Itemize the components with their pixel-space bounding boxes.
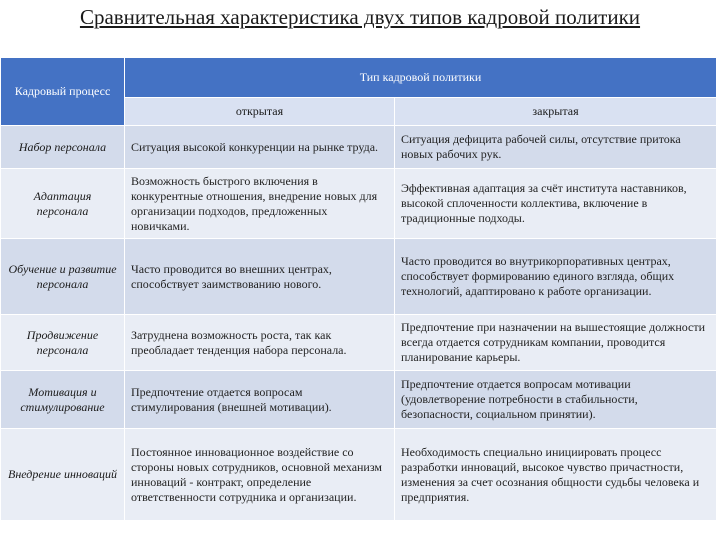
header-policy-type: Тип кадровой политики	[125, 58, 717, 98]
row-closed: Эффективная адаптация за счёт института наставников, высокой сплоченности коллектива, включение в традиционные подходы.	[395, 169, 717, 239]
header-process: Кадровый процесс	[1, 58, 125, 126]
table-row	[1, 429, 717, 521]
row-process: Внедрение инноваций	[1, 429, 125, 521]
row-closed: Необходимость специально инициировать процесс разработки инноваций, высокое чувство причастности, изменения за счет осознания общности судьбы человека и предприятия.	[395, 429, 717, 521]
page-title: Сравнительная характеристика двух типов кадровой политики	[79, 5, 641, 29]
row-closed: Часто проводится во внутрикорпоративных центрах, способствует формированию единого взгляда, общих технологий, адаптировано к работе организации.	[395, 239, 717, 315]
row-open: Ситуация высокой конкуренции на рынке труда.	[125, 126, 395, 169]
row-process: Обучение и развитие персонала	[1, 239, 125, 315]
row-open: Часто проводится во внешних центрах, способствует заимствованию нового.	[125, 239, 395, 315]
row-closed: Предпочтение при назначении на вышестоящие должности всегда отдается сотрудникам компании, проводится планирование карьеры.	[395, 315, 717, 371]
row-open: Постоянное инновационное воздействие со стороны новых сотрудников, основной механизм инноваций - контракт, определение ответственности сотрудника и организации.	[125, 429, 395, 521]
table-row	[1, 169, 717, 239]
row-open: Затруднена возможность роста, так как преобладает тенденция набора персонала.	[125, 315, 395, 371]
header-open: открытая	[125, 98, 395, 126]
row-process: Продвижение персонала	[1, 315, 125, 371]
table-row	[1, 239, 717, 315]
header-closed: закрытая	[395, 98, 717, 126]
row-closed: Предпочтение отдается вопросам мотивации (удовлетворение потребности в стабильности, безопасности, социальном принятии).	[395, 371, 717, 429]
row-open: Возможность быстрого включения в конкурентные отношения, внедрение новых для организации подходов, предложенных новичками.	[125, 169, 395, 239]
table-row	[1, 315, 717, 371]
row-process: Мотивация и стимулирование	[1, 371, 125, 429]
row-closed: Ситуация дефицита рабочей силы, отсутствие притока новых рабочих рук.	[395, 126, 717, 169]
table-row	[1, 371, 717, 429]
row-process: Адаптация персонала	[1, 169, 125, 239]
comparison-table	[0, 57, 717, 521]
table-row	[1, 126, 717, 169]
row-open: Предпочтение отдается вопросам стимулирования (внешней мотивации).	[125, 371, 395, 429]
row-process: Набор персонала	[1, 126, 125, 169]
